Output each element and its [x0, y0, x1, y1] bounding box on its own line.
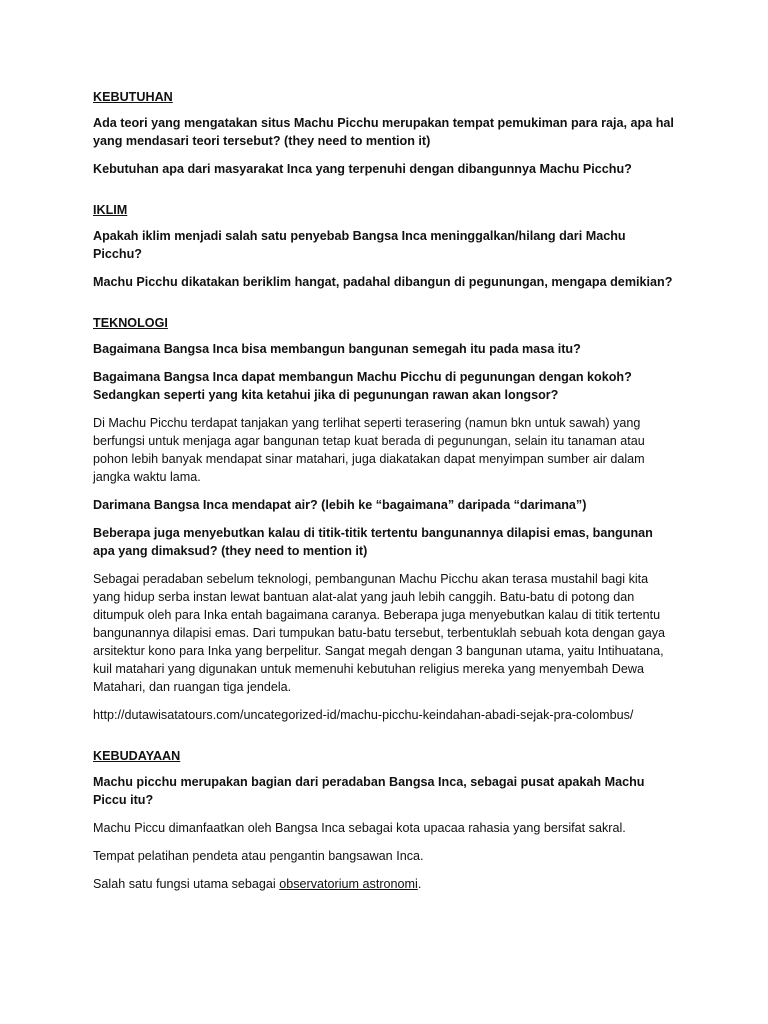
- section-kebutuhan: [93, 88, 678, 178]
- section-heading: KEBUTUHAN: [93, 90, 173, 104]
- answer-paragraph: [93, 875, 678, 893]
- observatorium-link[interactable]: observatorium astronomi: [279, 877, 418, 891]
- question: Machu picchu merupakan bagian dari peradaban Bangsa Inca, sebagai pusat apakah Machu Piccu itu?: [93, 775, 645, 807]
- section-kebudayaan: [93, 747, 678, 893]
- question: Beberapa juga menyebutkan kalau di titik-titik tertentu bangunannya dilapisi emas, bangunan apa yang dimaksud? (they need to mention it): [93, 526, 653, 558]
- paragraph-end: .: [417, 877, 422, 891]
- answer-paragraph: Sebagai peradaban sebelum teknologi, pembangunan Machu Picchu akan terasa mustahil bagi kita yang hidup serba instan lewat bantuan alat-alat yang jauh lebih canggih. Batu-batu di potong dan ditumpuk oleh para Inka entah bagaimana caranya. Beberapa juga menyebutkan kalau di titik tertentu bangunannya dilapisi emas. Dari tumpukan batu-batu tersebut, terbentuklah sebuah kota dengan gaya arsitektur kono para Inka yang berpelitur. Sangat megah dengan 3 bangunan utama, yaitu Intihuatana, kuil matahari yang digunakan untuk memenuhi kebutuhan religius mereka yang menyembah Dewa Matahari, dan ruangan tiga jendela.: [93, 572, 666, 694]
- section-iklim: [93, 201, 678, 291]
- answer-paragraph: Di Machu Picchu terdapat tanjakan yang terlihat seperti terasering (namun bkn untuk sawah) yang berfungsi untuk menjaga agar bangunan tetap kuat berada di pegunungan, selain itu tanaman atau pohon lebih banyak mendapat sinar matahari, juga diakatakan dapat menyimpan sumber air dalam jangka waktu lama.: [93, 416, 645, 484]
- answer-paragraph: Tempat pelatihan pendeta atau pengantin bangsawan Inca.: [93, 849, 424, 863]
- question: Machu Picchu dikatakan beriklim hangat, padahal dibangun di pegunungan, mengapa demikian?: [93, 275, 673, 289]
- answer-paragraph: Machu Piccu dimanfaatkan oleh Bangsa Inca sebagai kota upacaa rahasia yang bersifat sakral.: [93, 821, 626, 835]
- question: Ada teori yang mengatakan situs Machu Picchu merupakan tempat pemukiman para raja, apa hal yang mendasari teori tersebut? (they need to mention it): [93, 116, 674, 148]
- question: Bagaimana Bangsa Inca bisa membangun bangunan semegah itu pada masa itu?: [93, 342, 581, 356]
- question: Apakah iklim menjadi salah satu penyebab Bangsa Inca meninggalkan/hilang dari Machu Picchu?: [93, 229, 626, 261]
- section-heading: KEBUDAYAAN: [93, 749, 181, 763]
- section-heading: IKLIM: [93, 203, 128, 217]
- question: Bagaimana Bangsa Inca dapat membangun Machu Picchu di pegunungan dengan kokoh? Sedangkan seperti yang kita ketahui jika di pegunungan rawan akan longsor?: [93, 370, 632, 402]
- question: Darimana Bangsa Inca mendapat air? (lebih ke “bagaimana” daripada “darimana”): [93, 498, 587, 512]
- source-url: http://dutawisatatours.com/uncategorized-id/machu-picchu-keindahan-abadi-sejak-pra-colombus/: [93, 708, 634, 722]
- question: Kebutuhan apa dari masyarakat Inca yang terpenuhi dengan dibangunnya Machu Picchu?: [93, 162, 632, 176]
- document-body: [93, 88, 678, 903]
- section-heading: TEKNOLOGI: [93, 316, 168, 330]
- paragraph-text: Salah satu fungsi utama sebagai: [93, 877, 280, 891]
- section-teknologi: [93, 314, 678, 724]
